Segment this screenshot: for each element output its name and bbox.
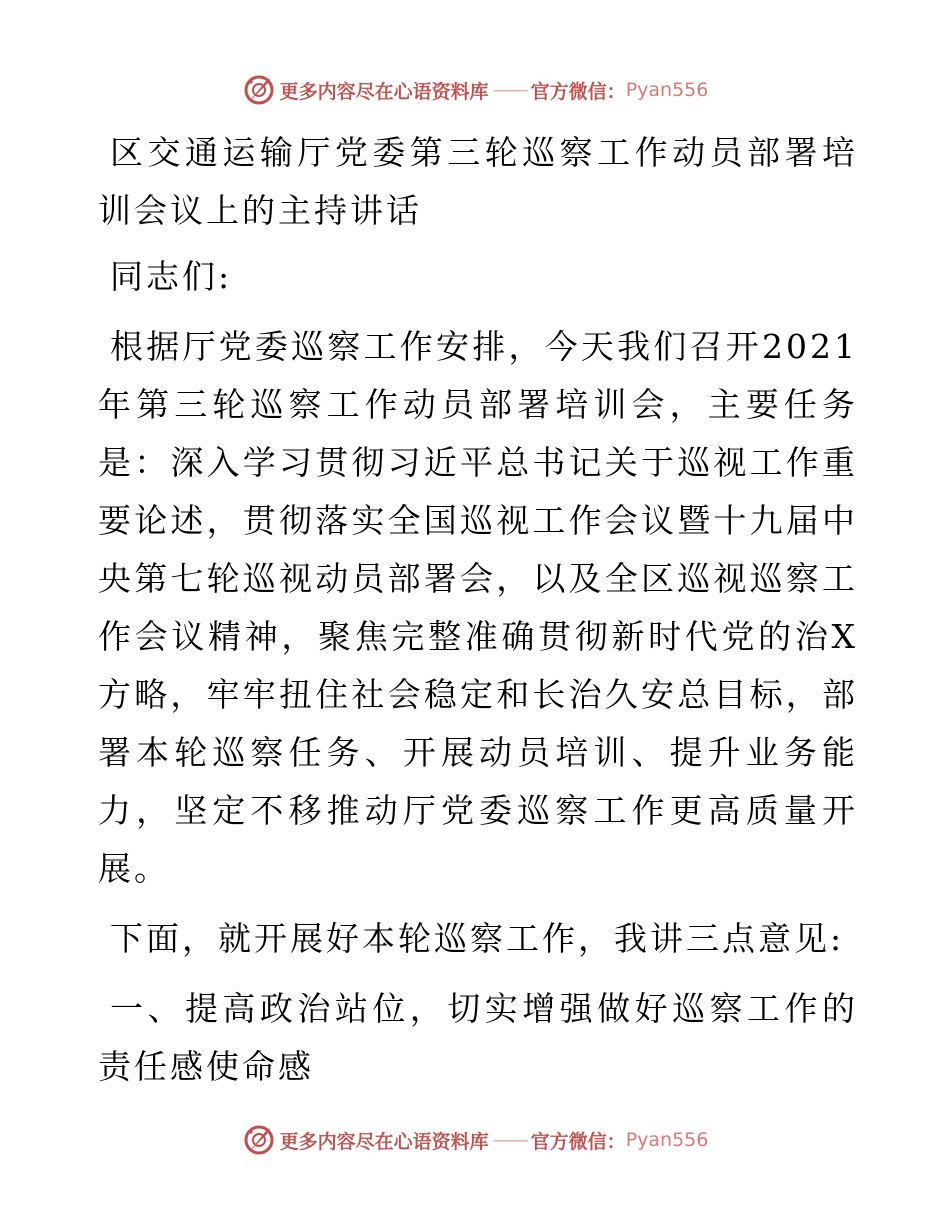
watermark-separator: —— [492,79,527,101]
watermark-wechat-id: Pyan556 [625,1129,709,1151]
section-heading: 一、提高政治站位，切实增强做好巡察工作的责任感使命感 [98,989,858,1086]
paragraph: 根据厅党委巡察工作安排，今天我们召开2021年第三轮巡察工作动员部署培训会，主要任务是：深入学习贯彻习近平总书记关于巡视工作重要论述，贯彻落实全国巡视工作会议暨十九届中央第七轮巡视动员部署会，以及全区巡视巡察工作会议精神，聚焦完整准确贯彻新时代党的治X方略，牢牢扭住社会稳定和长治久安总目标，部署本轮巡察任务、开展动员培训、提升业务能力，坚定不移推动厅党委巡察工作更高质量开展。 [98,327,858,888]
watermark-wechat-id: Pyan556 [625,79,709,101]
salutation: 同志们: [110,257,233,296]
document-title: 区交通运输厅党委第三轮巡察工作动员部署培训会议上的主持讲话 [98,133,858,230]
document-body [98,124,858,1108]
quill-logo-icon [242,73,276,107]
watermark-brand: 更多内容尽在心语资料库 [279,1130,489,1153]
footer-watermark [0,1120,950,1160]
watermark-separator: —— [492,1129,527,1151]
watermark-label: 官方微信： [530,80,626,103]
header-watermark [0,70,950,110]
paragraph: 下面，就开展好本轮巡察工作，我讲三点意见: [110,919,845,958]
watermark-brand: 更多内容尽在心语资料库 [279,80,489,103]
watermark-label: 官方微信： [530,1130,626,1153]
quill-logo-icon [242,1123,276,1157]
